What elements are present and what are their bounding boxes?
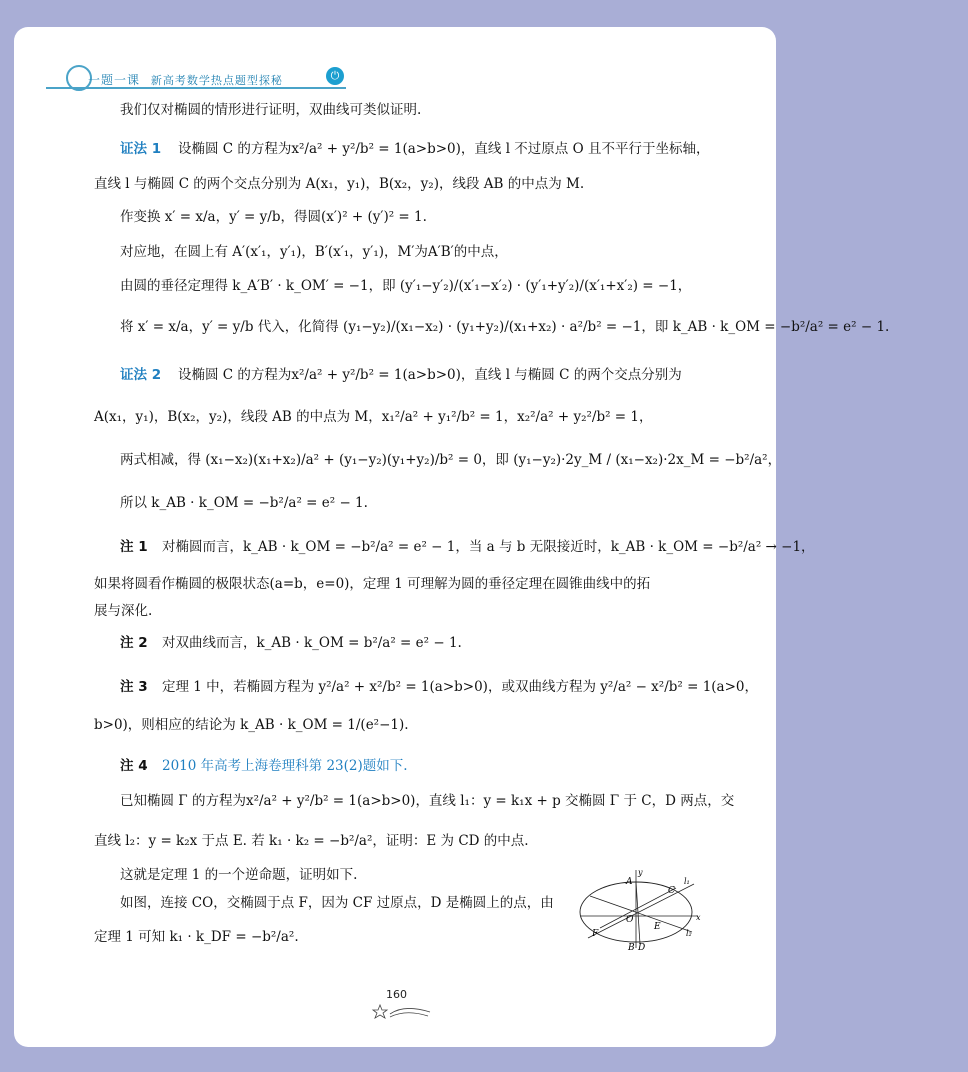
label-l1: l₁ — [684, 877, 690, 886]
header-title — [88, 71, 283, 88]
page-number: 160 — [386, 988, 407, 1001]
page-header — [46, 65, 346, 93]
note-label: 注 3 — [120, 679, 148, 695]
label-x: x — [696, 913, 701, 922]
star-ornament-icon — [372, 994, 432, 1020]
proof-label: 证法 1 — [120, 141, 162, 157]
label-o: O — [626, 915, 634, 925]
label-c: C — [668, 886, 675, 896]
text-line: 直线 l₂：y = k₂x 于点 E. 若 k₁ · k₂ = −b²/a²，证明：E 为 CD 的中点. — [94, 833, 529, 849]
text-line: b>0)，则相应的结论为 k_AB · k_OM = 1/(e²−1). — [94, 717, 409, 733]
text-line: 展与深化. — [94, 603, 153, 619]
note-label: 注 1 — [120, 539, 148, 555]
text-line: 直线 l 与椭圆 C 的两个交点分别为 A(x₁，y₁)，B(x₂，y₂)，线段 AB 的中点为 M. — [94, 176, 585, 192]
text-line: A(x₁，y₁)，B(x₂，y₂)，线段 AB 的中点为 M，x₁²/a² + y₁²/b² = 1，x₂²/a² + y₂²/b² = 1， — [94, 409, 653, 425]
text-line: 如果将圆看作椭圆的极限状态(a=b，e=0)，定理 1 可理解为圆的垂径定理在圆锥曲线中的拓 — [94, 576, 651, 592]
text-line: 作变换 x′ = x/a，y′ = y/b，得圆(x′)² + (y′)² = 1. — [120, 209, 427, 225]
ellipse-figure — [576, 866, 706, 952]
note-label: 注 2 — [120, 635, 148, 651]
text-line: 2010 年高考上海卷理科第 23(2)题如下. — [162, 758, 408, 774]
series-subtitle: 新高考数学热点题型探秘 — [150, 74, 283, 87]
text-line: 将 x′ = x/a，y′ = y/b 代入，化简得 (y₁−y₂)/(x₁−x₂) · (y₁+y₂)/(x₁+x₂) · a²/b² = −1，即 k_AB · k_OM = −b²/a² = e² − 1. — [120, 319, 890, 335]
text-line: 已知椭圆 Γ 的方程为x²/a² + y²/b² = 1(a>b>0)，直线 l₁：y = k₁x + p 交椭圆 Γ 于 C，D 两点，交 — [120, 793, 735, 809]
text-line: 定理 1 可知 k₁ · k_DF = −b²/a². — [94, 929, 299, 945]
label-e: E — [654, 922, 661, 932]
proof-label: 证法 2 — [120, 367, 162, 383]
text-line: 设椭圆 C 的方程为x²/a² + y²/b² = 1(a>b>0)，直线 l 与椭圆 C 的两个交点分别为 — [178, 367, 682, 383]
text-line: 如图，连接 CO，交椭圆于点 F，因为 CF 过原点，D 是椭圆上的点，由 — [120, 895, 554, 911]
text-line: 设椭圆 C 的方程为x²/a² + y²/b² = 1(a>b>0)，直线 l 不过原点 O 且不平行于坐标轴， — [178, 141, 710, 157]
series-title: 一题一课 — [88, 73, 141, 87]
text-line: 所以 k_AB · k_OM = −b²/a² = e² − 1. — [120, 495, 368, 511]
label-l2: l₂ — [686, 929, 692, 938]
label-f: F — [592, 929, 599, 939]
line-l1 — [588, 884, 694, 938]
line-l2 — [590, 896, 692, 932]
text-line: 两式相减，得 (x₁−x₂)(x₁+x₂)/a² + (y₁−y₂)(y₁+y₂)/b² = 0，即 (y₁−y₂)·2y_M / (x₁−x₂)·2x_M = −b²/a²， — [120, 452, 782, 468]
text-line: 对双曲线而言，k_AB · k_OM = b²/a² = e² − 1. — [162, 635, 462, 651]
text-line: 对应地，在圆上有 A′(x′₁，y′₁)，B′(x′₁，y′₁)，M′为A′B′的中点， — [120, 244, 508, 260]
note-label: 注 4 — [120, 758, 148, 774]
text-line: 对椭圆而言，k_AB · k_OM = −b²/a² = e² − 1，当 a 与 b 无限接近时，k_AB · k_OM = −b²/a² → −1， — [162, 539, 815, 555]
text-line: 这就是定理 1 的一个逆命题，证明如下. — [120, 867, 358, 883]
text-line: 我们仅对椭圆的情形进行证明，双曲线可类似证明. — [120, 102, 422, 118]
label-a: A — [626, 877, 633, 887]
power-icon: ⏻ — [326, 67, 344, 85]
text-line: 定理 1 中，若椭圆方程为 y²/a² + x²/b² = 1(a>b>0)，或双曲线方程为 y²/a² − x²/b² = 1(a>0， — [162, 679, 759, 695]
text-line: 由圆的垂径定理得 k_A′B′ · k_OM′ = −1，即 (y′₁−y′₂)/(x′₁−x′₂) · (y′₁+y′₂)/(x′₁+x′₂) = −1， — [120, 278, 692, 294]
label-b: B — [628, 943, 635, 953]
label-y: y — [638, 868, 643, 877]
label-d: D — [638, 943, 646, 953]
